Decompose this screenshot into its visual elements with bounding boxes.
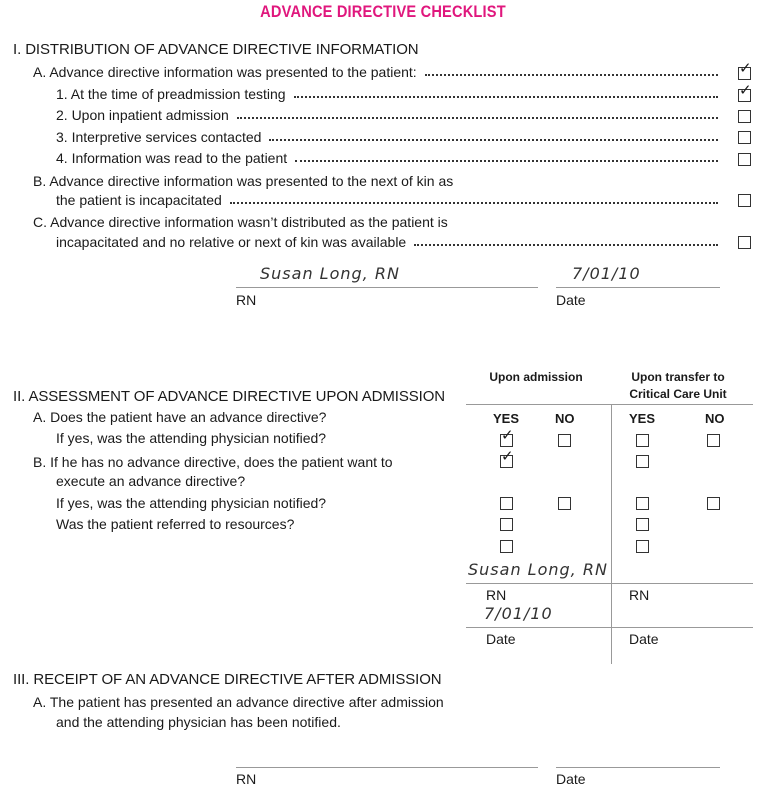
rn-label-admission: RN — [486, 587, 507, 603]
row-label: 1. At the time of preadmission testing — [56, 86, 286, 102]
checklist-row-4 — [56, 150, 726, 166]
date-admission: 7/01/10 — [484, 604, 553, 623]
rn-label-transfer: RN — [629, 587, 650, 603]
date-line — [556, 287, 720, 288]
row-label: incapacitated and no relative or next of kin was available — [56, 234, 407, 250]
checklist-row-c — [56, 234, 726, 250]
section-3-line1: A. The patient has presented an advance directive after admission — [33, 694, 444, 710]
yes-header-transfer: YES — [629, 411, 656, 426]
rn-line-transfer — [612, 583, 753, 584]
row-label: 2. Upon inpatient admission — [56, 107, 229, 123]
checkbox-b3-transfer-yes[interactable] — [636, 497, 649, 510]
checklist-row-2 — [56, 107, 726, 123]
date-label-transfer: Date — [629, 631, 659, 647]
col-upon-transfer-line2: Critical Care Unit — [629, 387, 727, 401]
question-b2: execute an advance directive? — [56, 473, 246, 489]
form-title: ADVANCE DIRECTIVE CHECKLIST — [260, 2, 506, 21]
date-line-3 — [556, 767, 720, 768]
col-upon-admission: Upon admission — [489, 370, 583, 384]
signature-date: 7/01/10 — [572, 264, 641, 283]
rn-signature: Susan Long, RN — [260, 264, 400, 283]
checkbox-extra-admission-yes[interactable] — [500, 540, 513, 553]
checkbox-b4-admission-yes[interactable] — [500, 518, 513, 531]
question-a1: A. Does the patient have an advance directive? — [33, 409, 327, 425]
checkbox-b1-admission-yes[interactable]: ✓ — [500, 455, 513, 468]
no-header-transfer: NO — [705, 411, 725, 426]
checkbox-row-b[interactable] — [738, 194, 751, 207]
date-label-3: Date — [556, 771, 586, 787]
rn-label-3: RN — [236, 771, 257, 787]
table-divider — [611, 404, 612, 664]
section-1-heading: I. DISTRIBUTION OF ADVANCE DIRECTIVE INFORMATION — [13, 41, 419, 58]
checkbox-row-4[interactable] — [738, 153, 751, 166]
table-top-line — [466, 404, 753, 405]
checkbox-row-1[interactable]: ✓ — [738, 89, 751, 102]
rn-label: RN — [236, 292, 257, 308]
row-b-label-line1: B. Advance directive information was presented to the next of kin as — [33, 173, 454, 189]
date-line-admission — [466, 627, 611, 628]
checkbox-row-3[interactable] — [738, 131, 751, 144]
question-b3: If yes, was the attending physician notified? — [56, 495, 327, 511]
question-a2: If yes, was the attending physician notified? — [56, 430, 327, 446]
rn-signature-admission: Susan Long, RN — [468, 560, 608, 579]
checkbox-row-c[interactable] — [738, 236, 751, 249]
checkbox-extra-transfer-yes[interactable] — [636, 540, 649, 553]
checkbox-row-2[interactable] — [738, 110, 751, 123]
question-b1: B. If he has no advance directive, does the patient want to — [33, 454, 393, 470]
checkbox-a2-transfer-no[interactable] — [707, 434, 720, 447]
row-label: 4. Information was read to the patient — [56, 150, 288, 166]
yes-header-admission: YES — [493, 411, 520, 426]
checklist-row-a — [33, 64, 726, 80]
checkbox-b1-transfer-yes[interactable] — [636, 455, 649, 468]
row-label: 3. Interpretive services contacted — [56, 129, 262, 145]
checkbox-a2-admission-yes[interactable]: ✓ — [500, 434, 513, 447]
date-label: Date — [556, 292, 586, 308]
checkbox-b3-admission-yes[interactable] — [500, 497, 513, 510]
section-2-heading: II. ASSESSMENT OF ADVANCE DIRECTIVE UPON ADMISSION — [13, 388, 446, 405]
checkbox-b3-transfer-no[interactable] — [707, 497, 720, 510]
checkbox-a2-admission-no[interactable] — [558, 434, 571, 447]
checklist-row-3 — [56, 129, 726, 145]
question-b4: Was the patient referred to resources? — [56, 516, 295, 532]
date-line-transfer — [612, 627, 753, 628]
checklist-row-1 — [56, 86, 726, 102]
checklist-row-b — [56, 192, 726, 208]
row-label: the patient is incapacitated — [56, 192, 222, 208]
row-label: A. Advance directive information was presented to the patient: — [33, 64, 417, 80]
checkbox-b4-transfer-yes[interactable] — [636, 518, 649, 531]
checkbox-row-a[interactable]: ✓ — [738, 67, 751, 80]
col-upon-transfer-line1: Upon transfer to — [631, 370, 725, 384]
rn-signature-line-3 — [236, 767, 538, 768]
section-3-line2: and the attending physician has been notified. — [56, 714, 341, 730]
row-c-label-line1: C. Advance directive information wasn’t distributed as the patient is — [33, 214, 448, 230]
section-3-heading: III. RECEIPT OF AN ADVANCE DIRECTIVE AFTER ADMISSION — [13, 671, 442, 688]
no-header-admission: NO — [555, 411, 575, 426]
rn-signature-line — [236, 287, 538, 288]
rn-line-admission — [466, 583, 611, 584]
checkbox-a2-transfer-yes[interactable] — [636, 434, 649, 447]
date-label-admission: Date — [486, 631, 516, 647]
checkbox-b3-admission-no[interactable] — [558, 497, 571, 510]
